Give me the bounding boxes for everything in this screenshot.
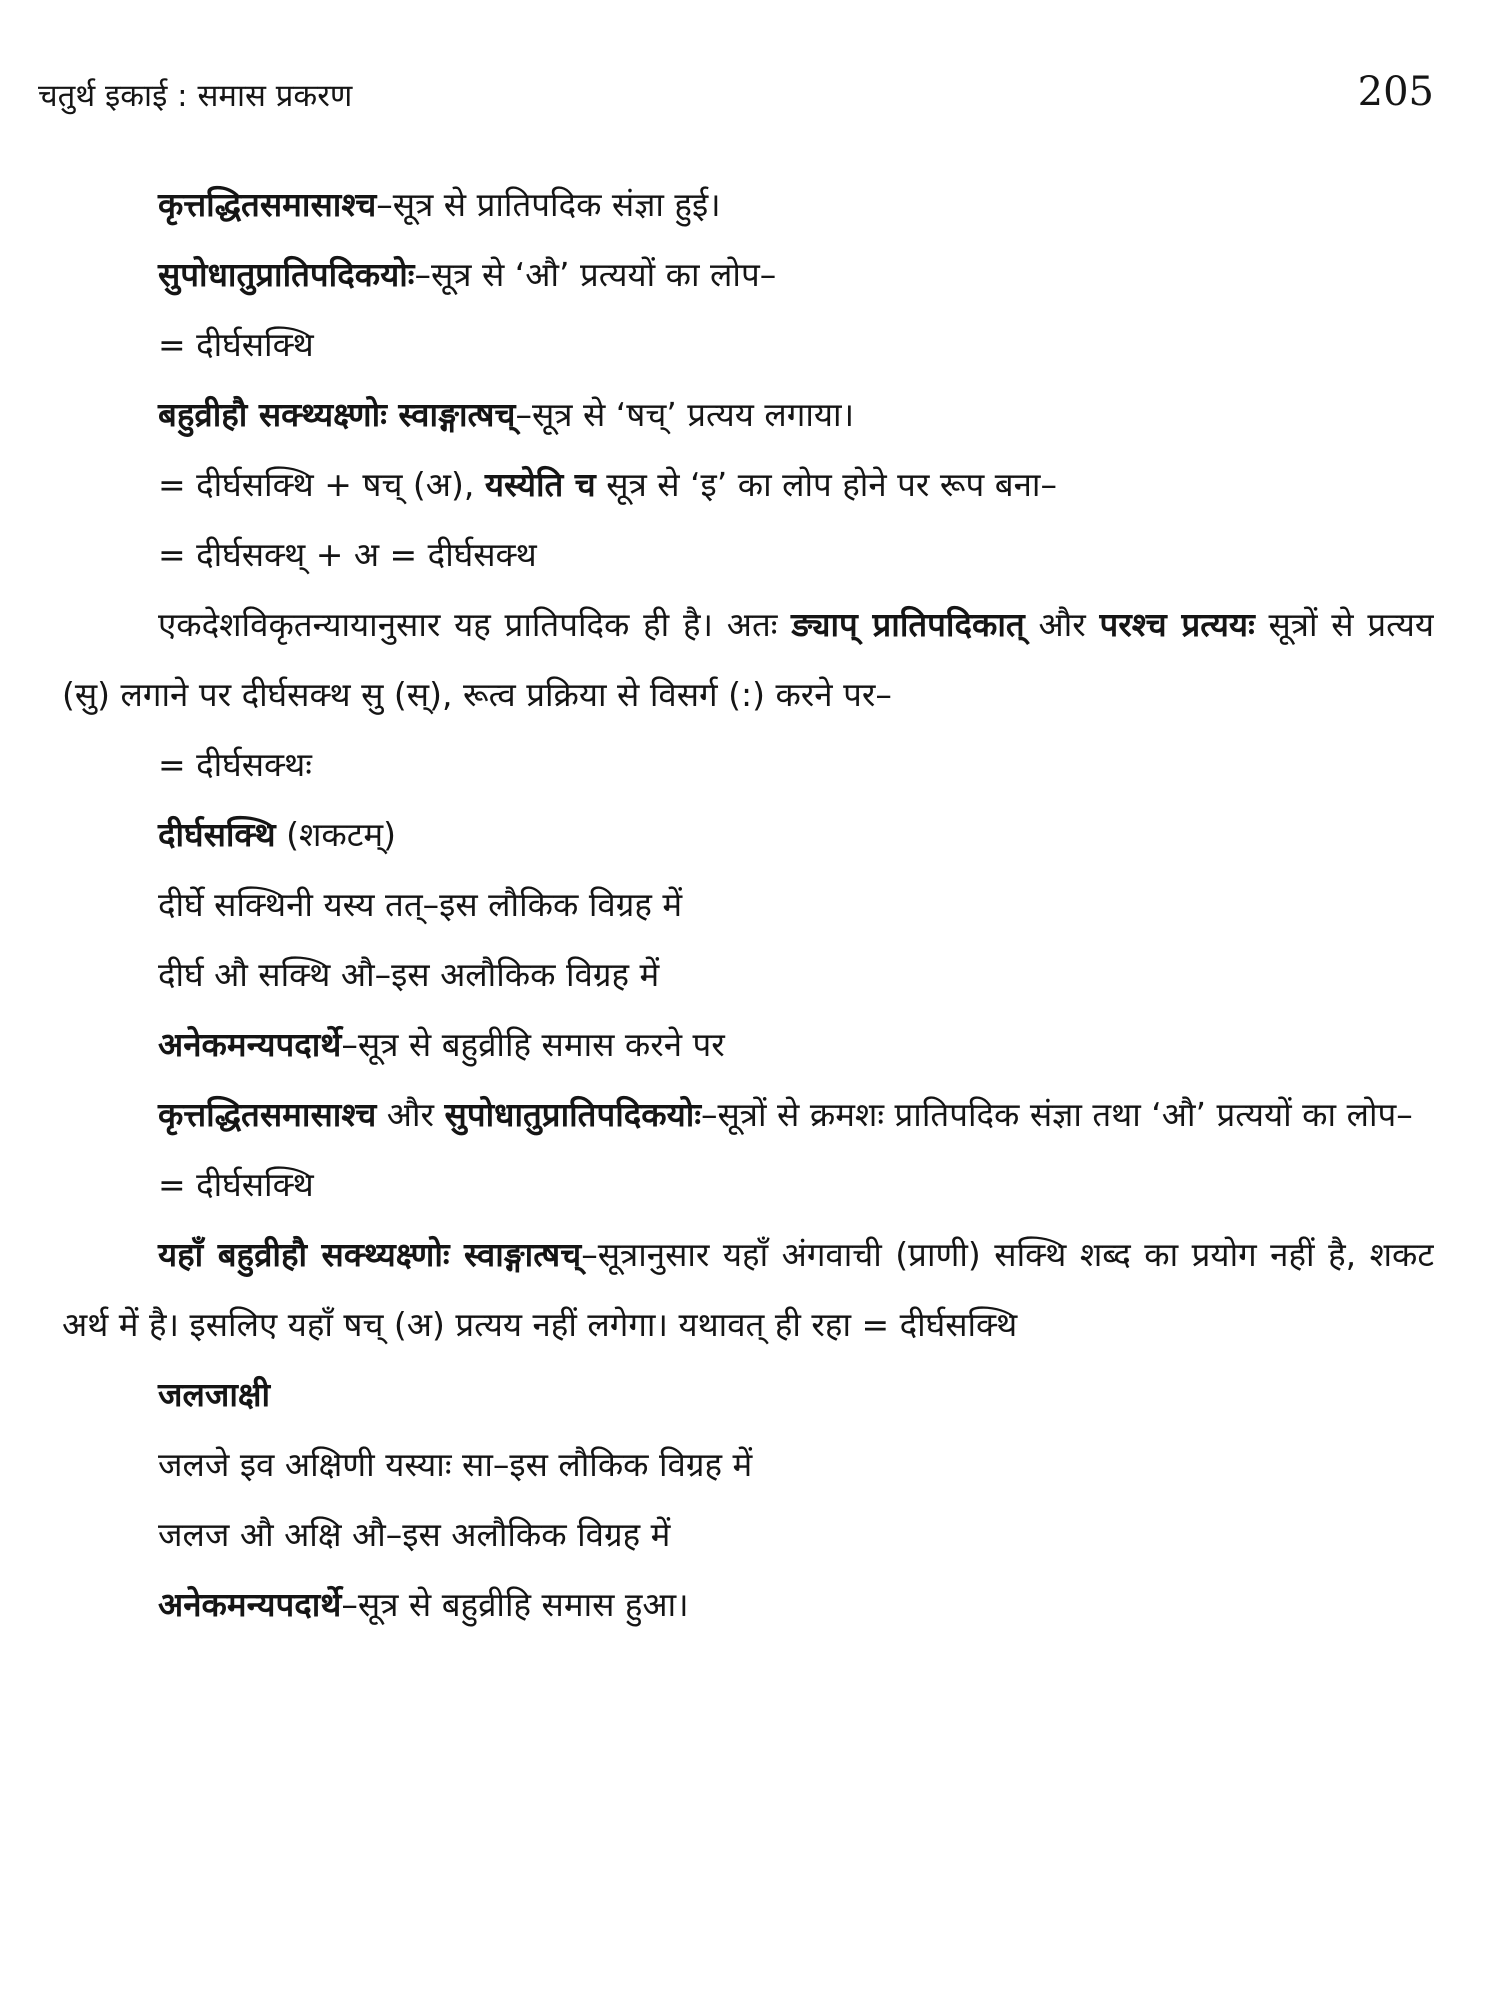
- sutra-name: यस्येति च: [484, 465, 596, 504]
- paragraph-text-lead: एकदेशविकृतन्यायानुसार यह प्रातिपदिक ही है। अतः: [158, 605, 792, 644]
- paragraph-7: [62, 590, 1434, 730]
- paragraph-12: [62, 1010, 1434, 1080]
- sutra-name: अनेकमन्यपदार्थे: [158, 1025, 342, 1064]
- paragraph-1: [62, 170, 1434, 240]
- paragraph-19: [62, 1570, 1434, 1640]
- paragraph-text-mid: और: [376, 1095, 445, 1134]
- sutra-name: कृत्तद्धितसमासाश्च: [158, 185, 377, 224]
- sutra-name: कृत्तद्धितसमासाश्च: [158, 1095, 377, 1134]
- heading-word: जलजाक्षी: [158, 1375, 271, 1414]
- paragraph-3: [62, 310, 1434, 380]
- paragraph-text-lead: = दीर्घसक्थि + षच् (अ),: [158, 465, 485, 504]
- heading-word: दीर्घसक्थि: [158, 815, 276, 854]
- paragraph-4: [62, 380, 1434, 450]
- section-heading-dirghasakthi: [62, 800, 1434, 870]
- paragraph-11: [62, 940, 1434, 1010]
- paragraph-18: [62, 1500, 1434, 1570]
- paragraph-text: = दीर्घसक्थः: [158, 745, 312, 784]
- paragraph-text: जलजे इव अक्षिणी यस्याः सा–इस लौकिक विग्रह में: [158, 1445, 753, 1484]
- running-title: चतुर्थ इकाई : समास प्रकरण: [38, 78, 353, 114]
- sutra-name: यहाँ बहुव्रीहौ सक्थ्यक्ष्णोः स्वाङ्गात्षच्: [158, 1235, 582, 1274]
- paragraph-10: [62, 870, 1434, 940]
- paragraph-text: सूत्र से ‘इ’ का लोप होने पर रूप बना–: [595, 465, 1057, 504]
- paragraph-text: दीर्घ औ सक्थि औ–इस अलौकिक विग्रह में: [158, 955, 660, 994]
- page-header: [38, 69, 1434, 120]
- paragraph-text: = दीर्घसक्थ् + अ = दीर्घसक्थ: [158, 535, 537, 574]
- paragraph-17: [62, 1430, 1434, 1500]
- paragraph-text: –सूत्र से प्रातिपदिक संज्ञा हुई।: [376, 185, 721, 224]
- paragraph-text: –सूत्र से बहुव्रीहि समास हुआ।: [341, 1585, 689, 1624]
- paragraph-14: [62, 1150, 1434, 1220]
- paragraph-13: [62, 1080, 1434, 1150]
- paragraph-15: [62, 1220, 1434, 1360]
- paragraph-text: जलज औ अक्षि औ–इस अलौकिक विग्रह में: [158, 1515, 671, 1554]
- sutra-name-2: सुपोधातुप्रातिपदिकयोः: [444, 1095, 701, 1134]
- paragraph-text: सूत्रों से प्रत्यय (सु) लगाने पर दीर्घसक्थ सु (स्), रूत्व प्रक्रिया से विसर्ग (:) करने पर–: [62, 605, 1434, 714]
- page-body: [62, 170, 1434, 1640]
- section-heading-jalajakshi: [62, 1360, 1434, 1430]
- sutra-name: अनेकमन्यपदार्थे: [158, 1585, 342, 1624]
- paragraph-text: –सूत्रानुसार यहाँ अंगवाची (प्राणी) सक्थि शब्द का प्रयोग नहीं है, शकट अर्थ में है। इसलिए यहाँ षच् (अ) प्रत्यय नहीं लगेगा। यथावत् ही रहा = दीर्घसक्थि: [62, 1235, 1434, 1344]
- paragraph-text: –सूत्र से ‘औ’ प्रत्ययों का लोप–: [414, 255, 777, 294]
- paragraph-text: = दीर्घसक्थि: [158, 325, 314, 364]
- paragraph-text-mid: और: [1024, 605, 1100, 644]
- paragraph-2: [62, 240, 1434, 310]
- paragraph-5: [62, 450, 1434, 520]
- heading-gloss: (शकटम्): [275, 815, 397, 854]
- paragraph-text: –सूत्र से ‘षच्’ प्रत्यय लगाया।: [515, 395, 855, 434]
- sutra-name: ङ्याप् प्रातिपदिकात्: [791, 605, 1025, 644]
- paragraph-6: [62, 520, 1434, 590]
- page-number: 205: [1357, 69, 1434, 115]
- sutra-name: बहुव्रीहौ सक्थ्यक्ष्णोः स्वाङ्गात्षच्: [158, 395, 516, 434]
- sutra-name: सुपोधातुप्रातिपदिकयोः: [158, 255, 415, 294]
- paragraph-text: –सूत्रों से क्रमशः प्रातिपदिक संज्ञा तथा ‘औ’ प्रत्ययों का लोप–: [701, 1095, 1413, 1134]
- paragraph-8: [62, 730, 1434, 800]
- paragraph-text: = दीर्घसक्थि: [158, 1165, 314, 1204]
- paragraph-text: –सूत्र से बहुव्रीहि समास करने पर: [341, 1025, 725, 1064]
- sutra-name-2: परश्च प्रत्ययः: [1099, 605, 1255, 644]
- paragraph-text: दीर्घे सक्थिनी यस्य तत्–इस लौकिक विग्रह में: [158, 885, 683, 924]
